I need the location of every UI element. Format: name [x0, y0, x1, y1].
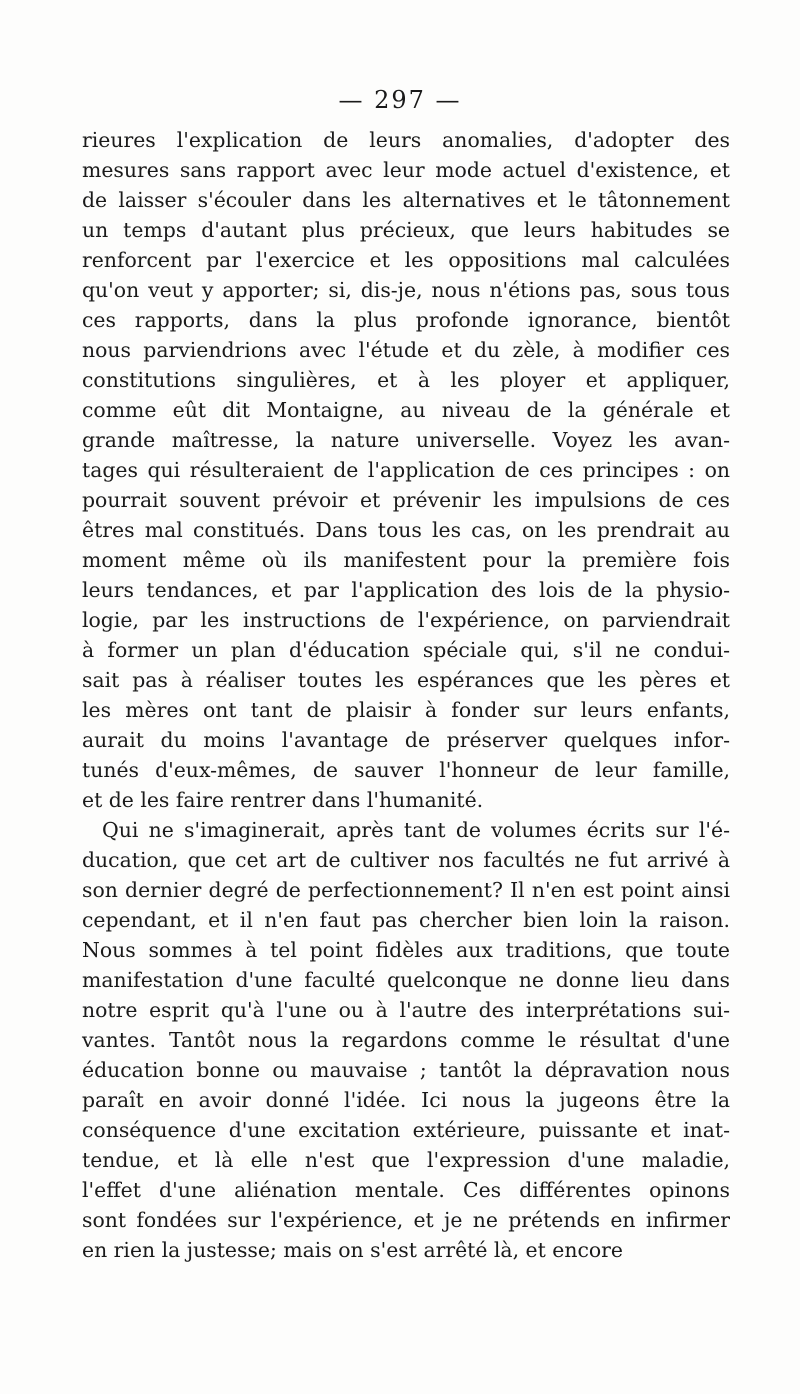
text-line: notre esprit qu'à l'une ou à l'autre des interprétations sui- — [82, 998, 730, 1022]
text-line: tages qui résulteraient de l'application de ces principes : on — [82, 458, 730, 482]
text-line: tunés d'eux-mêmes, de sauver l'honneur de leur famille, — [82, 758, 730, 782]
text-line: renforcent par l'exercice et les oppositions mal calculées — [82, 248, 730, 272]
text-line: éducation bonne ou mauvaise ; tantôt la dépravation nous — [82, 1058, 730, 1082]
text-line: en rien la justesse; mais on s'est arrêté là, et encore — [82, 1238, 623, 1262]
text-line: vantes. Tantôt nous la regardons comme le résultat d'une — [82, 1028, 730, 1052]
text-line: nous parviendrions avec l'étude et du zèle, à modifier ces — [82, 338, 730, 362]
text-line: un temps d'autant plus précieux, que leurs habitudes se — [82, 218, 730, 242]
text-line: mesures sans rapport avec leur mode actuel d'existence, et — [82, 158, 730, 182]
text-line: grande maîtresse, la nature universelle. Voyez les avan- — [82, 428, 730, 452]
text-line: qu'on veut y apporter; si, dis-je, nous n'étions pas, sous tous — [82, 278, 730, 302]
text-line: pourrait souvent prévoir et prévenir les impulsions de ces — [82, 488, 730, 512]
text-line: l'effet d'une aliénation mentale. Ces différentes opinons — [82, 1178, 730, 1202]
text-line: comme eût dit Montaigne, au niveau de la générale et — [82, 398, 730, 422]
text-line: conséquence d'une excitation extérieure, puissante et inat- — [82, 1118, 730, 1142]
text-line: les mères ont tant de plaisir à fonder sur leurs enfants, — [82, 698, 730, 722]
text-line: aurait du moins l'avantage de préserver quelques infor- — [82, 728, 730, 752]
text-line: Qui ne s'imaginerait, après tant de volumes écrits sur l'é- — [102, 818, 730, 842]
page-number: — 297 — — [338, 86, 462, 114]
text-line: constitutions singulières, et à les ployer et appliquer, — [82, 368, 730, 392]
text-line: Nous sommes à tel point fidèles aux traditions, que toute — [82, 938, 730, 962]
text-line: son dernier degré de perfectionnement? Il n'en est point ainsi — [82, 878, 730, 902]
paragraph — [82, 125, 730, 815]
text-line: sont fondées sur l'expérience, et je ne prétends en infirmer — [82, 1208, 730, 1232]
text-line: tendue, et là elle n'est que l'expression d'une maladie, — [82, 1148, 730, 1172]
body-text — [82, 125, 730, 1265]
text-line: paraît en avoir donné l'idée. Ici nous la jugeons être la — [82, 1088, 730, 1112]
text-line: rieures l'explication de leurs anomalies, d'adopter des — [82, 128, 730, 152]
text-line: logie, par les instructions de l'expérience, on parviendrait — [82, 608, 730, 632]
text-line: de laisser s'écouler dans les alternatives et le tâtonnement — [82, 188, 730, 212]
text-line: manifestation d'une faculté quelconque ne donne lieu dans — [82, 968, 730, 992]
text-line: cependant, et il n'en faut pas chercher bien loin la raison. — [82, 908, 730, 932]
text-line: et de les faire rentrer dans l'humanité. — [82, 788, 484, 812]
text-line: ducation, que cet art de cultiver nos facultés ne fut arrivé à — [82, 848, 730, 872]
text-line: ces rapports, dans la plus profonde ignorance, bientôt — [82, 308, 730, 332]
text-line: sait pas à réaliser toutes les espérances que les pères et — [82, 668, 730, 692]
text-line: moment même où ils manifestent pour la première fois — [82, 548, 730, 572]
text-line: êtres mal constitués. Dans tous les cas, on les prendrait au — [82, 518, 730, 542]
text-line: à former un plan d'éducation spéciale qui, s'il ne condui- — [82, 638, 730, 662]
text-line: leurs tendances, et par l'application des lois de la physio- — [82, 578, 730, 602]
paragraph — [82, 815, 730, 1265]
